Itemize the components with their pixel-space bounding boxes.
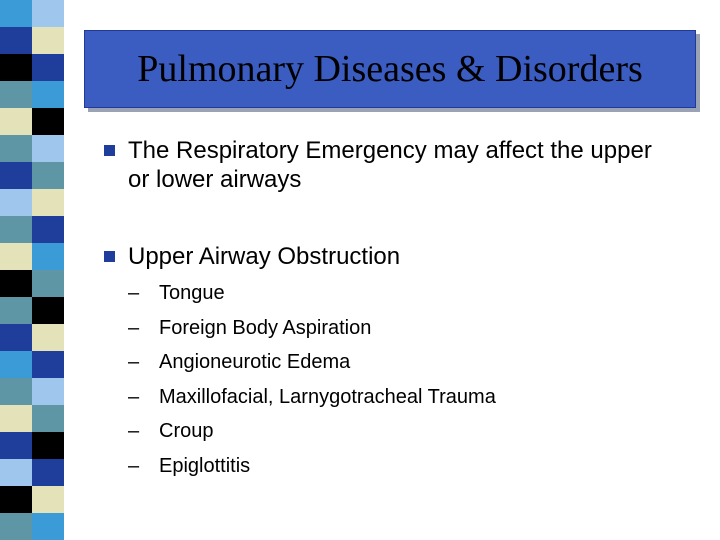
bullet-text: Upper Airway Obstruction: [128, 243, 401, 270]
stripe-block: [0, 108, 32, 135]
stripe-block: [0, 432, 32, 459]
stripe-block: [32, 27, 64, 54]
sub-bullet-text: Foreign Body Aspiration: [159, 316, 372, 339]
stripe-block: [0, 270, 32, 297]
dash-bullet: –: [128, 351, 140, 373]
sub-bullet-item: [128, 419, 688, 454]
stripe-block: [32, 189, 64, 216]
stripe-block: [32, 270, 64, 297]
stripe-block: [0, 0, 32, 27]
square-bullet-icon: [104, 145, 115, 156]
stripe-block: [0, 459, 32, 486]
dash-bullet: –: [128, 454, 140, 477]
square-bullet-icon: [104, 251, 115, 262]
stripe-block: [32, 135, 64, 162]
sub-bullet-text: Tongue: [159, 282, 225, 304]
sub-bullet-item: [128, 350, 688, 385]
stripe-block: [32, 459, 64, 486]
sub-bullet-item: [128, 281, 688, 316]
stripe-block: [0, 216, 32, 243]
stripe-block: [0, 297, 32, 324]
slide-title-box: [84, 30, 696, 108]
bullet-item: [104, 136, 664, 196]
stripe-block: [0, 54, 32, 81]
sub-bullet-text: Maxillofacial, Larnygotracheal Trauma: [159, 385, 496, 408]
decorative-stripe: [0, 0, 64, 540]
sub-bullet-item: [128, 316, 688, 351]
stripe-block: [32, 378, 64, 405]
sub-bullet-text: Epiglottitis: [159, 454, 251, 477]
stripe-block: [32, 0, 64, 27]
sub-bullet-text: Angioneurotic Edema: [159, 351, 351, 373]
stripe-block: [32, 216, 64, 243]
bullet-item: [104, 242, 664, 272]
sub-bullet-item: [128, 454, 688, 489]
stripe-block: [0, 513, 32, 540]
stripe-block: [0, 162, 32, 189]
dash-bullet: –: [128, 385, 140, 408]
stripe-block: [32, 81, 64, 108]
stripe-block: [32, 243, 64, 270]
stripe-block: [32, 297, 64, 324]
stripe-block: [0, 378, 32, 405]
sub-bullet-text: Croup: [159, 420, 214, 442]
stripe-block: [0, 27, 32, 54]
stripe-block: [32, 108, 64, 135]
stripe-block: [32, 324, 64, 351]
stripe-block: [0, 243, 32, 270]
stripe-block: [0, 405, 32, 432]
stripe-block: [0, 189, 32, 216]
dash-bullet: –: [128, 316, 140, 339]
dash-bullet: –: [128, 420, 140, 442]
stripe-block: [32, 405, 64, 432]
stripe-block: [32, 513, 64, 540]
stripe-block: [32, 486, 64, 513]
stripe-block: [32, 162, 64, 189]
bullet-text: The Respiratory Emergency may affect the upper or lower airways: [128, 137, 652, 193]
dash-bullet: –: [128, 282, 140, 304]
sub-bullet-list: [128, 281, 688, 488]
stripe-block: [0, 486, 32, 513]
slide-title: Pulmonary Diseases & Disorders: [137, 48, 643, 90]
stripe-block: [32, 54, 64, 81]
stripe-block: [0, 135, 32, 162]
stripe-block: [0, 81, 32, 108]
stripe-block: [32, 432, 64, 459]
stripe-block: [0, 324, 32, 351]
sub-bullet-item: [128, 385, 688, 420]
stripe-block: [32, 351, 64, 378]
stripe-block: [0, 351, 32, 378]
